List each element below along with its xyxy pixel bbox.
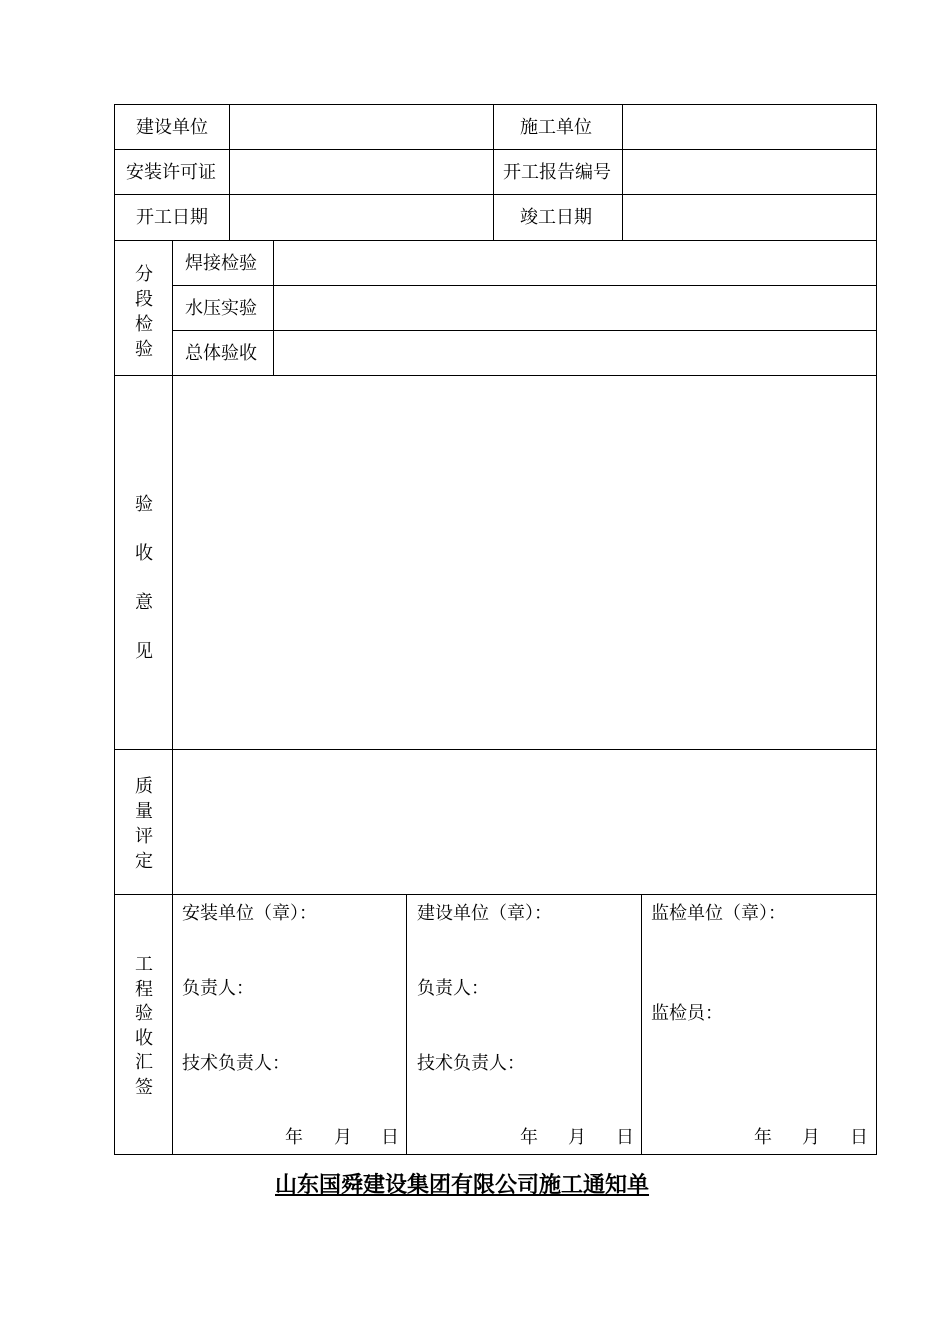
inspect-unit-seal: 监检单位（章）：: [651, 903, 786, 924]
install-tech-responsible: 技术负责人：: [182, 1053, 290, 1074]
overall-acceptance-field[interactable]: [274, 331, 876, 375]
install-permit-label: 安装许可证: [126, 162, 216, 183]
inspect-day: 日: [850, 1127, 868, 1148]
construction-unit-field[interactable]: [230, 105, 493, 149]
acceptance-opinion-field[interactable]: [173, 376, 876, 749]
completion-date-label: 竣工日期: [520, 207, 592, 228]
col-divider: [493, 104, 494, 240]
inspector-label: 监检员：: [651, 1003, 723, 1024]
inspect-month: 月: [802, 1127, 820, 1148]
install-month: 月: [334, 1127, 352, 1148]
start-report-no-field[interactable]: [623, 150, 876, 194]
construction-unit-label: 建设单位: [136, 117, 208, 138]
document-title: 山东国舜建设集团有限公司施工通知单: [275, 1172, 650, 1198]
row-divider: [114, 894, 877, 895]
install-permit-field[interactable]: [230, 150, 493, 194]
build-year: 年: [520, 1127, 538, 1148]
build-responsible-person: 负责人：: [417, 978, 489, 999]
install-responsible-person: 负责人：: [182, 978, 254, 999]
welding-inspection-label: 焊接检验: [185, 253, 257, 274]
start-date-label: 开工日期: [136, 207, 208, 228]
hydro-test-label: 水压实验: [185, 298, 257, 319]
start-report-no-label: 开工报告编号: [503, 162, 611, 183]
builder-unit-label: 施工单位: [520, 117, 592, 138]
overall-acceptance-label: 总体验收: [185, 343, 257, 364]
builder-unit-field[interactable]: [623, 105, 876, 149]
project-signoff-label: 工 程 验 收 汇 签: [135, 954, 153, 1098]
start-date-field[interactable]: [230, 195, 493, 240]
welding-inspection-field[interactable]: [274, 241, 876, 285]
build-month: 月: [568, 1127, 586, 1148]
completion-date-field[interactable]: [623, 195, 876, 240]
acceptance-opinion-label: 验 收 意 见: [135, 494, 153, 662]
hydro-test-field[interactable]: [274, 286, 876, 330]
build-day: 日: [616, 1127, 634, 1148]
install-year: 年: [285, 1127, 303, 1148]
install-unit-seal: 安装单位（章）：: [182, 903, 317, 924]
build-tech-responsible: 技术负责人：: [417, 1053, 525, 1074]
inspect-year: 年: [754, 1127, 772, 1148]
build-unit-seal: 建设单位（章）：: [417, 903, 552, 924]
quality-rating-field[interactable]: [173, 750, 876, 894]
quality-rating-label: 质 量 评 定: [135, 776, 153, 872]
col-divider: [406, 894, 407, 1155]
col-divider: [641, 894, 642, 1155]
segment-inspection-label: 分 段 检 验: [135, 264, 153, 360]
install-day: 日: [381, 1127, 399, 1148]
